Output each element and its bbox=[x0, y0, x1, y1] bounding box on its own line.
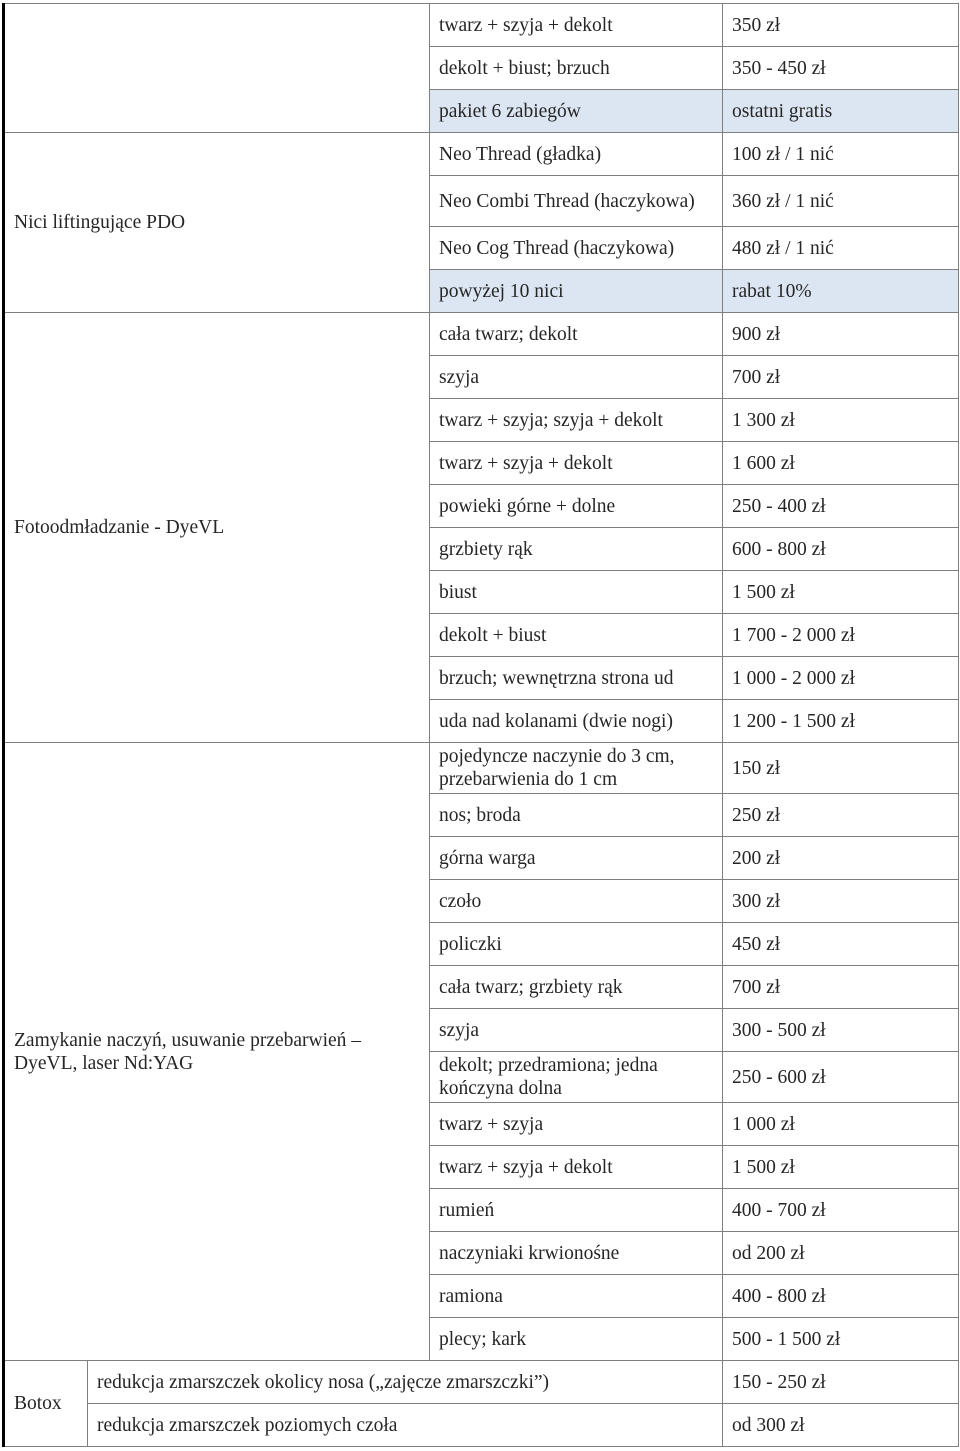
item-cell: Neo Thread (gładka) bbox=[430, 133, 723, 176]
item-cell: pakiet 6 zabiegów bbox=[430, 90, 723, 133]
item-cell: twarz + szyja + dekolt bbox=[430, 4, 723, 47]
item-cell: pojedyncze naczynie do 3 cm, przebarwienia do 1 cm bbox=[430, 743, 723, 794]
price-table bbox=[2, 3, 959, 1447]
price-cell: 400 - 800 zł bbox=[723, 1275, 959, 1318]
item-cell: biust bbox=[430, 571, 723, 614]
item-cell: redukcja zmarszczek poziomych czoła bbox=[88, 1404, 723, 1447]
item-cell: szyja bbox=[430, 356, 723, 399]
item-cell: górna warga bbox=[430, 837, 723, 880]
price-cell: od 300 zł bbox=[723, 1404, 959, 1447]
table-row bbox=[4, 1361, 959, 1404]
price-cell: 250 zł bbox=[723, 794, 959, 837]
price-cell: 150 - 250 zł bbox=[723, 1361, 959, 1404]
item-cell: nos; broda bbox=[430, 794, 723, 837]
item-cell: rumień bbox=[430, 1189, 723, 1232]
category-cell bbox=[4, 4, 430, 133]
price-cell: ostatni gratis bbox=[723, 90, 959, 133]
price-cell: 150 zł bbox=[723, 743, 959, 794]
price-cell: 500 - 1 500 zł bbox=[723, 1318, 959, 1361]
price-cell: 100 zł / 1 nić bbox=[723, 133, 959, 176]
item-cell: powyżej 10 nici bbox=[430, 270, 723, 313]
price-cell: od 200 zł bbox=[723, 1232, 959, 1275]
item-cell: dekolt + biust bbox=[430, 614, 723, 657]
item-cell: dekolt; przedramiona; jedna kończyna dolna bbox=[430, 1052, 723, 1103]
item-cell: dekolt + biust; brzuch bbox=[430, 47, 723, 90]
item-cell: powieki górne + dolne bbox=[430, 485, 723, 528]
price-cell: 300 zł bbox=[723, 880, 959, 923]
price-cell: 1 200 - 1 500 zł bbox=[723, 700, 959, 743]
item-cell: cała twarz; dekolt bbox=[430, 313, 723, 356]
price-cell: rabat 10% bbox=[723, 270, 959, 313]
table-row bbox=[4, 1404, 959, 1447]
price-cell: 1 700 - 2 000 zł bbox=[723, 614, 959, 657]
price-cell: 350 zł bbox=[723, 4, 959, 47]
price-cell: 360 zł / 1 nić bbox=[723, 176, 959, 227]
table-row bbox=[4, 313, 959, 356]
price-cell: 250 - 600 zł bbox=[723, 1052, 959, 1103]
price-cell: 900 zł bbox=[723, 313, 959, 356]
item-cell: Neo Cog Thread (haczykowa) bbox=[430, 227, 723, 270]
table-row bbox=[4, 133, 959, 176]
price-cell: 1 300 zł bbox=[723, 399, 959, 442]
item-cell: Neo Combi Thread (haczykowa) bbox=[430, 176, 723, 227]
category-cell-botox: Botox bbox=[4, 1361, 88, 1447]
item-cell: plecy; kark bbox=[430, 1318, 723, 1361]
price-cell: 1 600 zł bbox=[723, 442, 959, 485]
price-cell: 480 zł / 1 nić bbox=[723, 227, 959, 270]
category-cell-fotoodmladzanie: Fotoodmładzanie - DyeVL bbox=[4, 313, 430, 743]
item-cell: twarz + szyja + dekolt bbox=[430, 442, 723, 485]
item-cell: twarz + szyja bbox=[430, 1103, 723, 1146]
item-cell: ramiona bbox=[430, 1275, 723, 1318]
item-cell: cała twarz; grzbiety rąk bbox=[430, 966, 723, 1009]
price-cell: 450 zł bbox=[723, 923, 959, 966]
item-cell: redukcja zmarszczek okolicy nosa („zajęcze zmarszczki”) bbox=[88, 1361, 723, 1404]
price-cell: 200 zł bbox=[723, 837, 959, 880]
price-cell: 1 500 zł bbox=[723, 571, 959, 614]
item-cell: grzbiety rąk bbox=[430, 528, 723, 571]
item-cell: twarz + szyja; szyja + dekolt bbox=[430, 399, 723, 442]
item-cell: czoło bbox=[430, 880, 723, 923]
table-row bbox=[4, 743, 959, 794]
price-cell: 300 - 500 zł bbox=[723, 1009, 959, 1052]
item-cell: twarz + szyja + dekolt bbox=[430, 1146, 723, 1189]
item-cell: policzki bbox=[430, 923, 723, 966]
price-cell: 350 - 450 zł bbox=[723, 47, 959, 90]
price-cell: 700 zł bbox=[723, 356, 959, 399]
price-cell: 1 500 zł bbox=[723, 1146, 959, 1189]
category-cell-nici: Nici liftingujące PDO bbox=[4, 133, 430, 313]
item-cell: uda nad kolanami (dwie nogi) bbox=[430, 700, 723, 743]
price-cell: 1 000 - 2 000 zł bbox=[723, 657, 959, 700]
price-cell: 600 - 800 zł bbox=[723, 528, 959, 571]
item-cell: naczyniaki krwionośne bbox=[430, 1232, 723, 1275]
item-cell: szyja bbox=[430, 1009, 723, 1052]
table-row bbox=[4, 4, 959, 47]
price-cell: 700 zł bbox=[723, 966, 959, 1009]
price-cell: 400 - 700 zł bbox=[723, 1189, 959, 1232]
price-cell: 1 000 zł bbox=[723, 1103, 959, 1146]
category-cell-zamykanie: Zamykanie naczyń, usuwanie przebarwień – DyeVL, laser Nd:YAG bbox=[4, 743, 430, 1361]
item-cell: brzuch; wewnętrzna strona ud bbox=[430, 657, 723, 700]
price-cell: 250 - 400 zł bbox=[723, 485, 959, 528]
